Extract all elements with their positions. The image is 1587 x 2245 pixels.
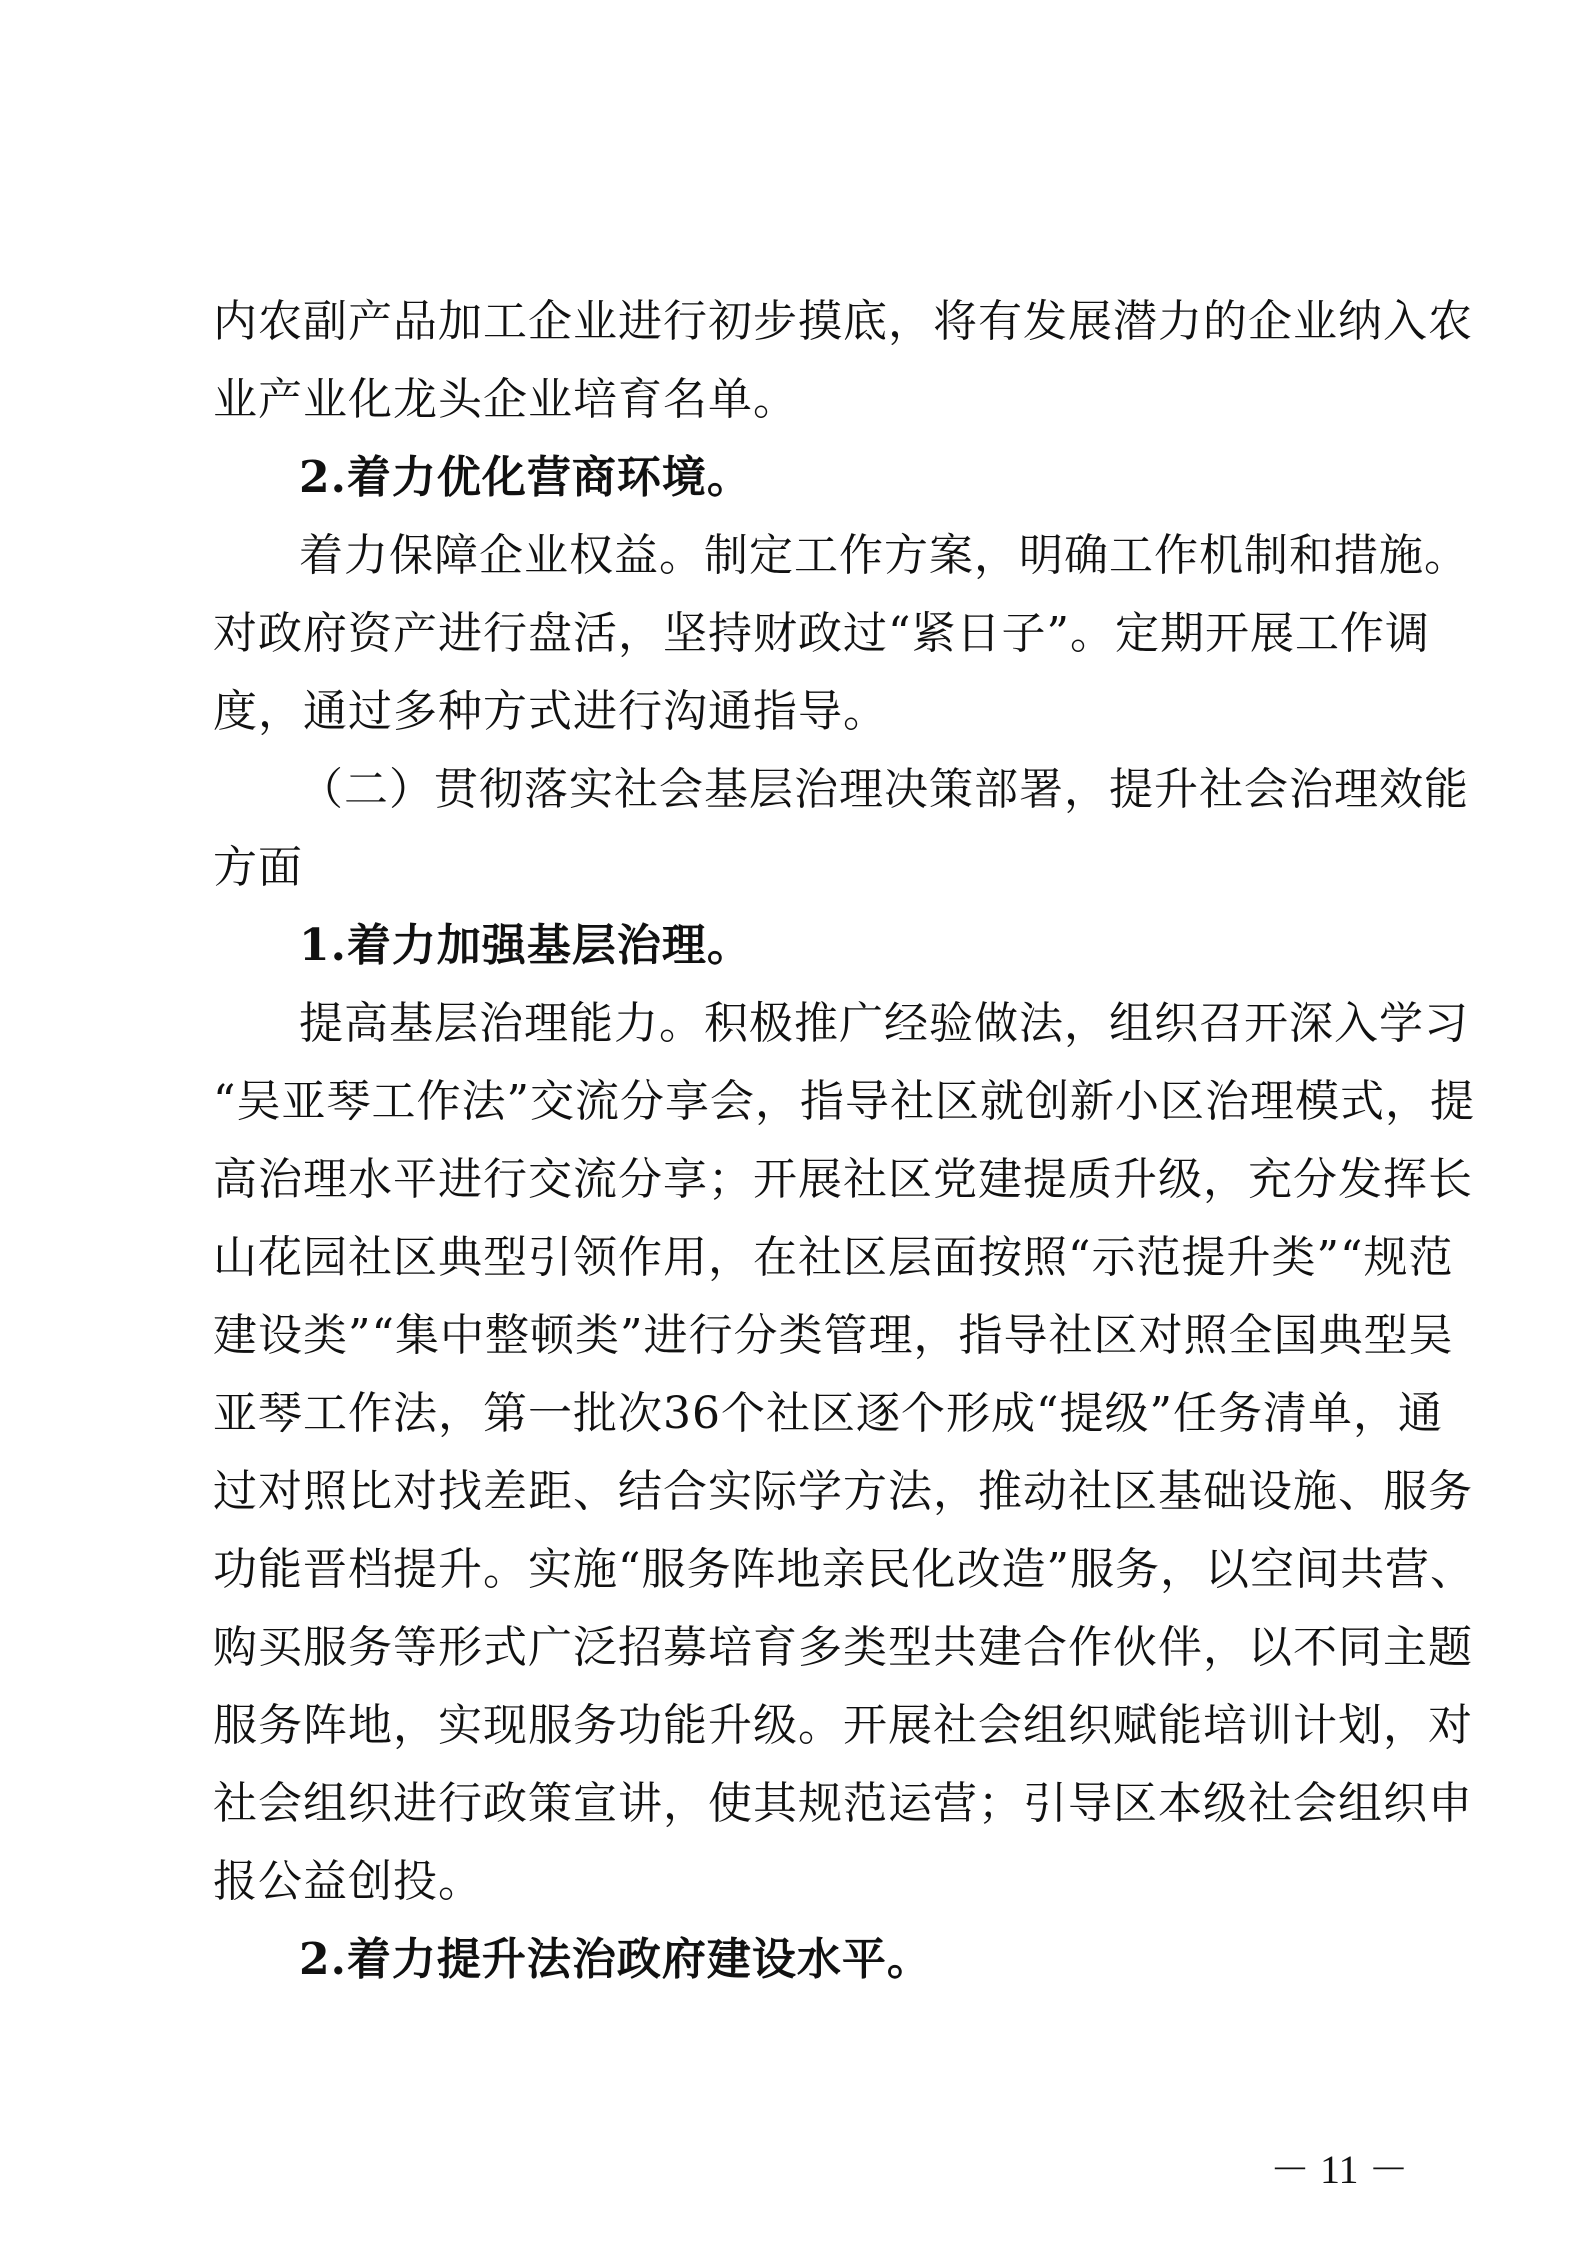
paragraph-line: 社会组织进行政策宣讲，使其规范运营；引导区本级社会组织申 bbox=[213, 1778, 1473, 1829]
paragraph-line: 着力保障企业权益。制定工作方案，明确工作机制和措施。 bbox=[299, 530, 1469, 581]
paragraph-line: 服务阵地，实现服务功能升级。开展社会组织赋能培训计划，对 bbox=[213, 1700, 1473, 1751]
paragraph-line: 亚琴工作法，第一批次36个社区逐个形成“提级”任务清单，通 bbox=[213, 1388, 1443, 1439]
paragraph-line: 过对照比对找差距、结合实际学方法，推动社区基础设施、服务 bbox=[213, 1466, 1473, 1517]
paragraph-line: “吴亚琴工作法”交流分享会，指导社区就创新小区治理模式，提 bbox=[213, 1076, 1475, 1127]
paragraph-line: 度，通过多种方式进行沟通指导。 bbox=[213, 686, 888, 737]
paragraph-line: 提高基层治理能力。积极推广经验做法，组织召开深入学习 bbox=[299, 998, 1469, 1049]
paragraph-line: 报公益创投。 bbox=[213, 1856, 483, 1907]
subsection-heading: （二）贯彻落实社会基层治理决策部署，提升社会治理效能 bbox=[299, 764, 1469, 815]
paragraph-line: 高治理水平进行交流分享；开展社区党建提质升级，充分发挥长 bbox=[213, 1154, 1473, 1205]
page-number: － 11 － bbox=[1270, 2147, 1409, 2192]
section-heading: 2.着力提升法治政府建设水平。 bbox=[299, 1934, 932, 1985]
paragraph-line: 功能晋档提升。实施“服务阵地亲民化改造”服务，以空间共营、 bbox=[213, 1544, 1475, 1595]
subsection-heading: 方面 bbox=[213, 842, 303, 893]
paragraph-line: 业产业化龙头企业培育名单。 bbox=[213, 374, 798, 425]
section-heading: 1.着力加强基层治理。 bbox=[299, 920, 752, 971]
paragraph-line: 购买服务等形式广泛招募培育多类型共建合作伙伴，以不同主题 bbox=[213, 1622, 1473, 1673]
paragraph-line: 建设类”“集中整顿类”进行分类管理，指导社区对照全国典型吴 bbox=[213, 1310, 1454, 1361]
paragraph-line: 内农副产品加工企业进行初步摸底，将有发展潜力的企业纳入农 bbox=[213, 296, 1473, 347]
section-heading: 2.着力优化营商环境。 bbox=[299, 452, 752, 503]
paragraph-line: 对政府资产进行盘活，坚持财政过“紧日子”。定期开展工作调 bbox=[213, 608, 1430, 659]
paragraph-line: 山花园社区典型引领作用，在社区层面按照“示范提升类”“规范 bbox=[213, 1232, 1454, 1283]
